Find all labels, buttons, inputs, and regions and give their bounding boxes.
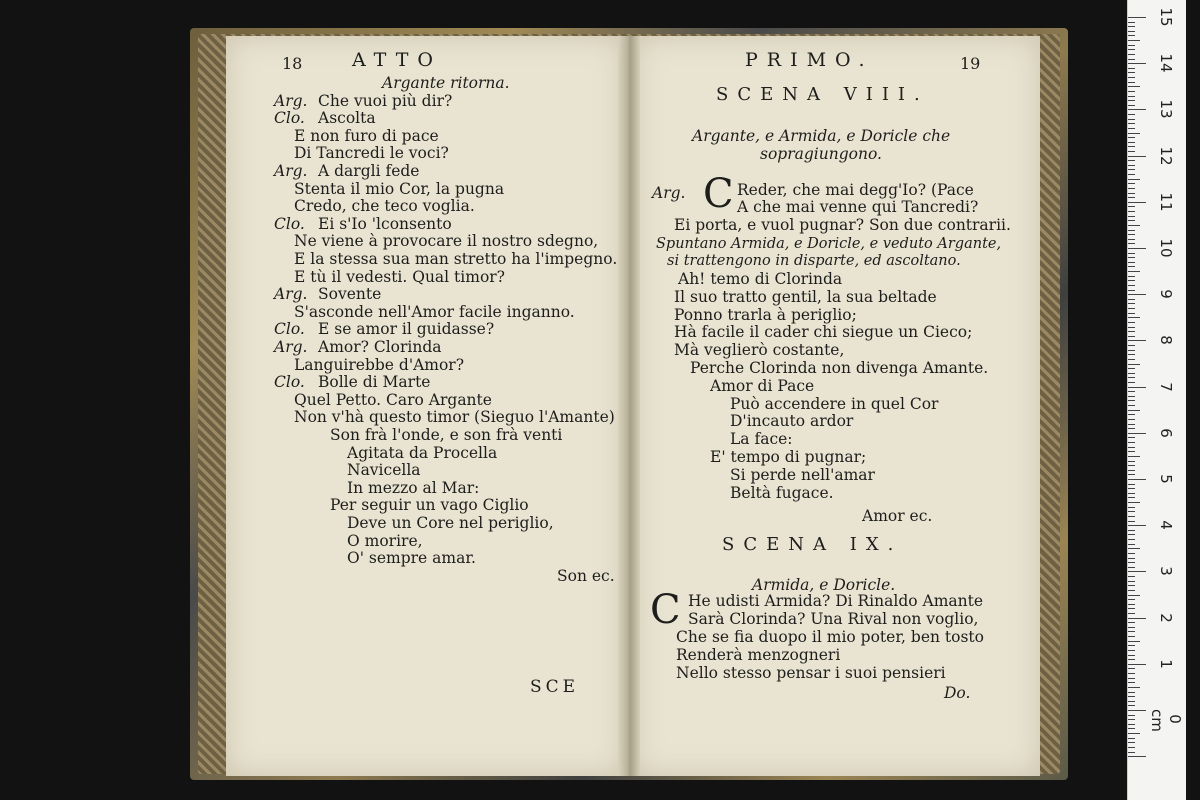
left-speaker: Arg. [274,338,308,356]
aria-line: La face: [730,430,793,449]
ruler-tick [1128,756,1146,757]
ruler-tick [1128,534,1135,535]
ruler-tick [1128,659,1135,660]
ruler-tick [1128,211,1135,212]
ruler-label: 8 [1157,335,1175,346]
ruler-label: 4 [1157,520,1175,530]
ruler-tick [1128,738,1135,739]
ruler-tick [1128,604,1135,605]
ruler-tick [1128,710,1146,711]
ruler-tick [1128,133,1140,134]
ruler-tick [1128,206,1135,207]
ruler-tick [1128,72,1135,73]
ruler-tick [1128,243,1135,244]
ruler-tick [1128,188,1135,189]
ruler-tick [1128,179,1140,180]
ruler-tick [1128,705,1135,706]
ruler-tick [1128,558,1135,559]
left-verse-line: O' sempre amar. [347,549,476,568]
ruler-tick [1128,202,1146,203]
ruler-tick [1128,169,1135,170]
ruler-tick [1128,248,1146,249]
scene-viii-cast-cont: sopragiungono. [760,145,882,163]
ruler-tick [1128,368,1135,369]
aria-line: Il suo tratto gentil, la sua beltade [674,287,937,306]
ruler-tick [1128,595,1140,596]
ruler-tick [1128,266,1135,267]
ruler-tick [1128,655,1135,656]
aria-line: Amor di Pace [710,376,815,395]
ruler-tick [1128,742,1135,743]
ruler-tick [1128,414,1135,415]
ruler-label: 14 [1157,53,1175,73]
left-speaker: Clo. [274,109,305,128]
ruler-tick [1128,724,1135,725]
scene-ix-cast: Armida, e Doricle. [752,576,896,594]
ruler-label: 1 [1157,659,1175,669]
ruler-tick [1128,128,1135,129]
ruler-tick [1128,396,1135,397]
aria-line: Mà veglierò costante, [674,341,845,360]
ruler-tick [1128,493,1135,494]
ruler-tick [1128,350,1135,351]
ruler-tick [1128,622,1135,623]
ruler-tick [1128,650,1135,651]
ruler-tick [1128,442,1135,443]
ruler-tick [1128,234,1135,235]
ruler-tick [1128,26,1135,27]
aria-line: E' tempo di pugnar; [710,448,867,466]
stage-direction-2: si trattengono in disparte, ed ascoltano. [667,253,961,269]
ruler-tick [1128,100,1135,101]
ruler-tick [1128,668,1135,669]
ruler-tick [1128,391,1135,392]
ruler-tick [1128,664,1146,665]
ruler-tick [1128,114,1135,115]
ruler-tick [1128,405,1135,406]
ruler-tick [1128,109,1146,110]
left-verse-line: Bolle di Marte [318,373,431,392]
ruler-tick [1128,696,1135,697]
left-verse-line: E non furo di pace [294,126,439,145]
left-verse-line: Che vuoi più dir? [318,91,453,110]
ruler-tick [1128,91,1135,92]
ruler-tick [1128,687,1140,688]
left-verse-line: Non v'hà questo timor (Sieguo l'Amante) [294,408,615,427]
left-verse-line: Stenta il mio Cor, la pugna [294,179,505,198]
ruler-tick [1128,183,1135,184]
ruler-tick [1128,608,1135,609]
left-speaker: Arg. [274,285,308,304]
left-verse-line: Quel Petto. Caro Argante [294,390,492,409]
ruler-tick [1128,645,1135,646]
ruler-tick [1128,225,1140,226]
ruler-tick [1128,715,1135,716]
left-verse-line: Sovente [318,285,382,304]
ruler-tick [1128,728,1135,729]
ruler-tick [1128,474,1135,475]
ruler-tick [1128,530,1135,531]
ruler-tick [1128,82,1135,83]
ruler-tick [1128,86,1140,87]
ruler-label: 11 [1157,192,1175,212]
ruler-tick [1128,17,1146,18]
book-gutter [618,36,640,776]
aria-line: Hà facile il cader chi siegue un Cieco; [674,323,973,342]
ruler-tick [1128,327,1135,328]
stage-direction-1: Spuntano Armida, e Doricle, e veduto Argante, [656,236,1002,252]
ruler-tick [1128,581,1135,582]
ruler-tick [1128,364,1140,365]
ruler-tick [1128,627,1135,628]
ruler-tick [1128,599,1135,600]
aria-line: Ah! temo di Clorinda [678,270,843,288]
ruler-tick [1128,382,1135,383]
ruler-tick [1128,678,1135,679]
ruler-tick [1128,400,1135,401]
ruler-tick [1128,359,1135,360]
ruler-tick [1128,193,1135,194]
left-verse-line: Per seguir un vago Ciglio [330,496,529,515]
ruler-tick [1128,308,1135,309]
armida-line-5: Nello stesso pensar i suoi pensieri [676,664,946,682]
ruler-tick [1128,410,1140,411]
ruler-tick [1128,553,1135,554]
ruler-tick [1128,105,1135,106]
ruler-tick [1128,285,1135,286]
left-verse-line: Son ec. [557,566,615,585]
ruler-label: 7 [1157,381,1175,392]
ruler-tick [1128,119,1135,120]
ruler-tick [1128,636,1135,637]
ruler-tick [1128,239,1135,240]
ruler-tick [1128,253,1135,254]
ruler-tick [1128,516,1135,517]
aria-line: Si perde nell'amar [730,465,875,484]
ruler-tick [1128,613,1135,614]
ruler-tick [1128,340,1146,341]
ruler-tick [1128,299,1135,300]
ruler-tick [1128,22,1135,23]
armida-line-4: Renderà menzogneri [676,646,841,664]
ruler-tick [1128,428,1135,429]
ruler-tick [1128,544,1135,545]
ruler-tick [1128,96,1135,97]
left-verse-line: E se amor il guidasse? [318,320,495,339]
left-speaker: Clo. [274,214,305,233]
left-verse-line: In mezzo al Mar: [347,478,480,497]
ruler-tick [1128,437,1135,438]
ruler-label: 5 [1157,474,1175,484]
ruler-tick [1128,336,1135,337]
ruler-tick [1128,539,1135,540]
ruler-tick [1128,165,1135,166]
ruler-tick [1128,317,1140,318]
scene-viii-cast: Argante, e Armida, e Doricle che [692,127,951,145]
ruler-tick [1128,77,1135,78]
right-running-header: PRIMO. [745,49,874,71]
ruler-tick [1128,35,1135,36]
ruler-tick [1128,331,1135,332]
ruler-tick [1128,303,1135,304]
ruler-tick [1128,719,1135,720]
ruler-tick [1128,257,1135,258]
ruler-tick [1128,230,1135,231]
left-verse-line: Agitata da Procella [347,443,498,462]
ruler-label: 6 [1157,428,1175,438]
right-catchword: Do. [944,684,971,702]
ruler-tick [1128,220,1135,221]
ruler-tick [1128,313,1135,314]
aria-line: Perche Clorinda non divenga Amante. [690,359,989,377]
left-verse-line: A dargli fede [318,162,420,180]
left-verse-line: O morire, [347,531,423,550]
arg-line-3: Ei porta, e vuol pugnar? Son due contrarii. [674,216,1011,234]
aria-line: Beltà fugace. [730,483,834,502]
ruler-tick [1128,479,1146,480]
ruler-tick [1128,354,1135,355]
ruler-tick [1128,521,1135,522]
ruler-tick [1128,151,1135,152]
left-stage-direction: Argante ritorna. [382,74,510,92]
ruler-tick [1128,747,1135,748]
ruler-tick [1128,345,1135,346]
left-verse-line: Ei s'Io 'lconsento [318,214,452,233]
ruler-tick [1128,433,1146,434]
ruler-tick [1128,484,1135,485]
ruler-tick [1128,465,1135,466]
ruler-tick [1128,137,1135,138]
ruler-tick [1128,752,1135,753]
ruler-tick [1128,160,1135,161]
ruler-tick [1128,49,1135,50]
ruler-tick [1128,562,1135,563]
ruler-label: 10 [1157,238,1175,258]
left-verse-line: Navicella [347,461,421,480]
left-catchword: SCE [530,677,580,697]
ruler-tick [1128,631,1135,632]
left-verse-line: Son frà l'onde, e son frà venti [330,426,563,444]
ruler-tick [1128,271,1140,272]
scene-ix-heading: SCENA IX. [722,534,903,555]
ruler-tick [1128,262,1135,263]
ruler-tick [1128,322,1135,323]
drop-cap: C [703,171,734,217]
ruler-tick [1128,373,1135,374]
ruler-tick [1128,461,1135,462]
ruler-label: 12 [1157,146,1175,166]
ruler-tick [1128,156,1146,157]
ruler-tick [1128,692,1135,693]
ruler-label: 0 cm [1148,709,1184,732]
ruler-tick [1128,216,1135,217]
left-verse-line: Ne viene à provocare il nostro sdegno, [294,232,599,251]
aria-line: Ponno trarla à periglio; [674,305,857,324]
left-verse-line: S'asconde nell'Amor facile inganno. [294,302,575,321]
arg-line-1: Reder, che mai degg'Io? (Pace [737,181,974,199]
ruler-tick [1128,424,1135,425]
ruler-tick [1128,488,1135,489]
ruler-label: 9 [1157,289,1175,299]
ruler-tick [1128,142,1135,143]
ruler-tick [1128,456,1140,457]
ruler-tick [1128,387,1146,388]
ruler-tick [1128,618,1146,619]
ruler-label: 15 [1157,7,1175,27]
ruler-tick [1128,40,1140,41]
scene-viii-heading: SCENA VIII. [716,84,929,105]
ruler-tick [1128,571,1146,572]
armida-line-2: Sarà Clorinda? Una Rival non voglio, [688,610,979,628]
ruler-tick [1128,45,1135,46]
left-running-header: ATTO [352,49,442,71]
left-verse-line: Amor? Clorinda [318,338,442,356]
left-speaker: Clo. [274,320,305,339]
aria-line: Può accendere in quel Cor [730,394,939,413]
left-speaker: Arg. [274,162,308,180]
ruler-tick [1128,174,1135,175]
ruler-tick [1128,682,1135,683]
ruler-tick [1128,497,1135,498]
ruler-tick [1128,525,1146,526]
drop-cap-2: C [650,587,681,633]
ruler-label: 3 [1157,566,1175,577]
left-verse-line: E la stessa sua man stretto ha l'impegno. [294,250,618,268]
ruler-tick [1128,451,1135,452]
measurement-ruler [1127,0,1186,800]
ruler-tick [1128,447,1135,448]
ruler-tick [1128,470,1135,471]
arg-line-2: A che mai venne qui Tancredi? [737,198,979,216]
ruler-tick [1128,507,1135,508]
speaker-arg: Arg. [652,184,686,202]
left-verse-line: Credo, che teco voglia. [294,197,475,216]
ruler-tick [1128,146,1135,147]
ruler-tick [1128,59,1135,60]
ruler-tick [1128,641,1140,642]
ruler-tick [1128,548,1140,549]
ruler-tick [1128,673,1135,674]
ruler-tick [1128,197,1135,198]
ruler-tick [1128,54,1135,55]
ruler-tick [1128,502,1140,503]
left-verse-line: Deve un Core nel periglio, [347,514,554,532]
left-verse-line: Languirebbe d'Amor? [294,355,465,374]
ruler-tick [1128,276,1135,277]
left-page-number: 18 [282,54,303,73]
ruler-tick [1128,290,1135,291]
ruler-label: 13 [1157,99,1175,119]
armida-line-3: Che se fia duopo il mio poter, ben tosto [676,628,984,646]
right-page-number: 19 [960,54,981,73]
aria-line: Amor ec. [862,507,933,526]
ruler-tick [1128,377,1135,378]
ruler-tick [1128,294,1146,295]
ruler-tick [1128,419,1135,420]
ruler-tick [1128,63,1146,64]
ruler-tick [1128,31,1135,32]
ruler-tick [1128,567,1135,568]
ruler-tick [1128,701,1135,702]
ruler-tick [1128,733,1140,734]
left-speaker: Arg. [274,91,308,110]
armida-line-1: He udisti Armida? Di Rinaldo Amante [688,592,984,610]
ruler-tick [1128,585,1135,586]
aria-line: D'incauto ardor [730,412,854,431]
left-speaker: Clo. [274,373,305,392]
ruler-tick [1128,123,1135,124]
left-verse-line: Di Tancredi le voci? [294,144,449,163]
ruler-tick [1128,576,1135,577]
left-verse-line: E tù il vedesti. Qual timor? [294,267,505,286]
left-verse-line: Ascolta [318,109,376,128]
ruler-tick [1128,68,1135,69]
ruler-tick [1128,280,1135,281]
ruler-label: 2 [1157,612,1175,623]
ruler-tick [1128,511,1135,512]
ruler-tick [1128,590,1135,591]
